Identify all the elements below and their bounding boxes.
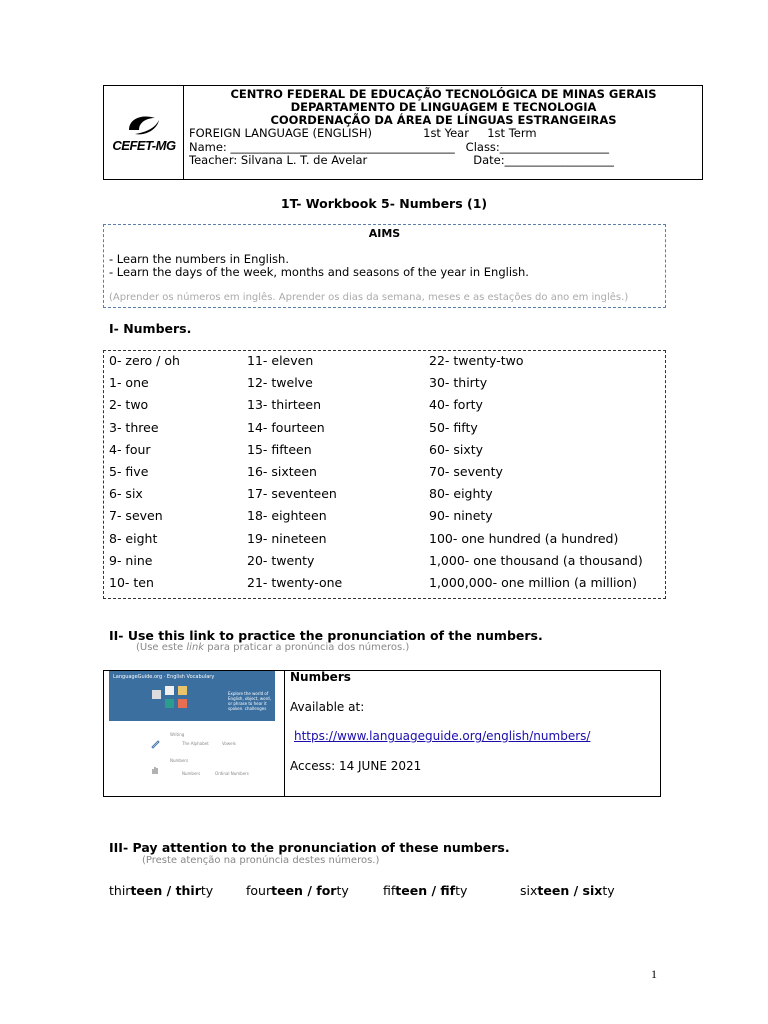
- unstressed-syllable: thir: [109, 883, 131, 898]
- number-entry: 12- twelve: [247, 375, 313, 391]
- section-numbers-heading: I- Numbers.: [109, 321, 192, 336]
- subtitle-text: para praticar a pronúncia dos números.): [204, 642, 410, 653]
- thumbnail-label: The Alphabet: [182, 741, 209, 746]
- number-entry: 13- thirteen: [247, 397, 322, 413]
- number-entry: 90- ninety: [429, 508, 493, 524]
- stressed-syllable: /: [302, 883, 317, 898]
- aims-heading: AIMS: [368, 227, 401, 240]
- thumbnail-label: Writing: [170, 732, 185, 737]
- section-link-subtitle: [136, 642, 409, 653]
- access-date: Access: 14 JUNE 2021: [290, 759, 422, 773]
- number-entry: 0- zero / oh: [109, 353, 180, 368]
- number-entry: 21- twenty-one: [247, 575, 343, 590]
- hand-icon: [150, 760, 160, 770]
- number-entry: 7- seven: [109, 508, 163, 524]
- numbers-url-link[interactable]: https://www.languageguide.org/english/numbers/: [294, 729, 591, 743]
- number-entry: 70- seventy: [429, 464, 503, 479]
- thumbnail-brand: LanguageGuide.org · English Vocabulary: [113, 674, 215, 680]
- page-number: 1: [651, 967, 657, 981]
- pencil-icon: [150, 734, 160, 744]
- number-entry: 50- fifty: [429, 419, 478, 435]
- section-pronunciation-subtitle: (Preste atenção na pronúncia destes números.): [142, 855, 380, 866]
- stressed-syllable: fif: [440, 883, 456, 898]
- number-entry: 20- twenty: [247, 552, 315, 568]
- number-entry: 10- ten: [109, 575, 154, 590]
- subtitle-link-word: link: [186, 642, 205, 653]
- page-title: 1T- Workbook 5- Numbers (1): [280, 196, 488, 211]
- stressed-syllable: teen: [271, 883, 303, 898]
- number-entry: 1- one: [109, 375, 149, 391]
- number-entry: 22- twenty-two: [429, 353, 524, 368]
- unstressed-syllable: six: [520, 883, 538, 898]
- unstressed-syllable: four: [246, 883, 272, 898]
- unstressed-syllable: fif: [383, 883, 396, 898]
- number-entry: 3- three: [109, 419, 159, 435]
- stressed-syllable: /: [569, 883, 583, 898]
- unstressed-syllable: ty: [602, 883, 615, 898]
- number-entry: 19- nineteen: [247, 530, 327, 546]
- pronunciation-pair: [109, 883, 213, 898]
- stressed-syllable: for: [316, 883, 337, 898]
- stressed-syllable: six: [582, 883, 603, 898]
- thumbnail-tile: [165, 686, 174, 695]
- number-entry: 40- forty: [429, 397, 483, 413]
- number-entry: 15- fifteen: [247, 441, 312, 457]
- thumbnail-tile: [178, 686, 187, 695]
- number-entry: 1,000,000- one million (a million): [429, 575, 637, 590]
- number-entry: 6- six: [109, 486, 143, 502]
- link-table-divider: [284, 670, 285, 797]
- number-entry: 11- eleven: [247, 353, 314, 368]
- number-entry: 8- eight: [109, 530, 158, 546]
- number-entry: 18- eighteen: [247, 508, 327, 524]
- thumbnail-text: Explore the world of English, object, word, or phrase to hear it spoken. challenges: [228, 691, 271, 711]
- unstressed-syllable: ty: [336, 883, 349, 898]
- stressed-syllable: teen: [130, 883, 163, 898]
- stressed-syllable: /: [427, 883, 441, 898]
- pronunciation-pair: [383, 883, 467, 898]
- thumbnail-label: Ordinal Numbers: [215, 771, 249, 776]
- coordination-name: COORDENAÇÃO DA ÁREA DE LÍNGUAS ESTRANGEIRAS: [270, 113, 617, 127]
- stressed-syllable: teen: [395, 883, 428, 898]
- number-entry: 1,000- one thousand (a thousand): [429, 552, 643, 568]
- link-card-title: Numbers: [290, 670, 351, 684]
- thumbnail-label: Vowels: [222, 741, 236, 746]
- unstressed-syllable: ty: [455, 883, 468, 898]
- available-label: Available at:: [290, 700, 365, 714]
- institution-name: CENTRO FEDERAL DE EDUCAÇÃO TECNOLÓGICA DE MINAS GERAIS: [230, 87, 657, 101]
- logo-text: CEFET-MG: [112, 138, 176, 153]
- pronunciation-pair: [246, 883, 349, 898]
- pronunciation-pair: [520, 883, 615, 898]
- course-line: FOREIGN LANGUAGE (ENGLISH) 1st Year 1st Term: [189, 126, 537, 140]
- thumbnail-label: Numbers: [170, 758, 189, 763]
- aims-item: - Learn the days of the week, months and seasons of the year in English.: [109, 265, 529, 279]
- section-link-heading: II- Use this link to practice the pronunciation of the numbers.: [109, 628, 543, 643]
- number-entry: 17- seventeen: [247, 486, 337, 502]
- number-entry: 16- sixteen: [247, 464, 317, 479]
- teacher-line: Teacher: Silvana L. T. de Avelar Date:___________________: [189, 153, 614, 167]
- number-entry: 30- thirty: [429, 375, 488, 391]
- unstressed-syllable: ty: [200, 883, 214, 898]
- number-entry: 9- nine: [109, 552, 153, 568]
- thumbnail-tile: [178, 699, 187, 708]
- stressed-syllable: /: [162, 883, 176, 898]
- aims-item: - Learn the numbers in English.: [109, 252, 289, 266]
- number-entry: 100- one hundred (a hundred): [429, 530, 619, 546]
- number-entry: 5- five: [109, 464, 149, 479]
- name-line: Name: _______________________________________ Class:___________________: [189, 140, 610, 154]
- subtitle-text: (Use este: [136, 642, 187, 653]
- section-pronunciation-heading: III- Pay attention to the pronunciation of these numbers.: [109, 840, 510, 855]
- stressed-syllable: thir: [175, 883, 201, 898]
- cefet-logo-icon: [125, 112, 161, 140]
- thumbnail-tile: [165, 699, 174, 708]
- number-entry: 80- eighty: [429, 486, 493, 502]
- number-entry: 60- sixty: [429, 441, 484, 457]
- department-name: DEPARTAMENTO DE LINGUAGEM E TECNOLOGIA: [290, 100, 597, 114]
- number-entry: 4- four: [109, 441, 151, 457]
- aims-translation: (Aprender os números em inglês. Aprender os dias da semana, meses e as estações do ano em inglês.): [109, 292, 629, 303]
- thumbnail-tile: [152, 690, 161, 699]
- thumbnail-label: Numbers: [182, 771, 201, 776]
- number-entry: 14- fourteen: [247, 419, 325, 435]
- number-entry: 2- two: [109, 397, 149, 413]
- stressed-syllable: teen: [537, 883, 570, 898]
